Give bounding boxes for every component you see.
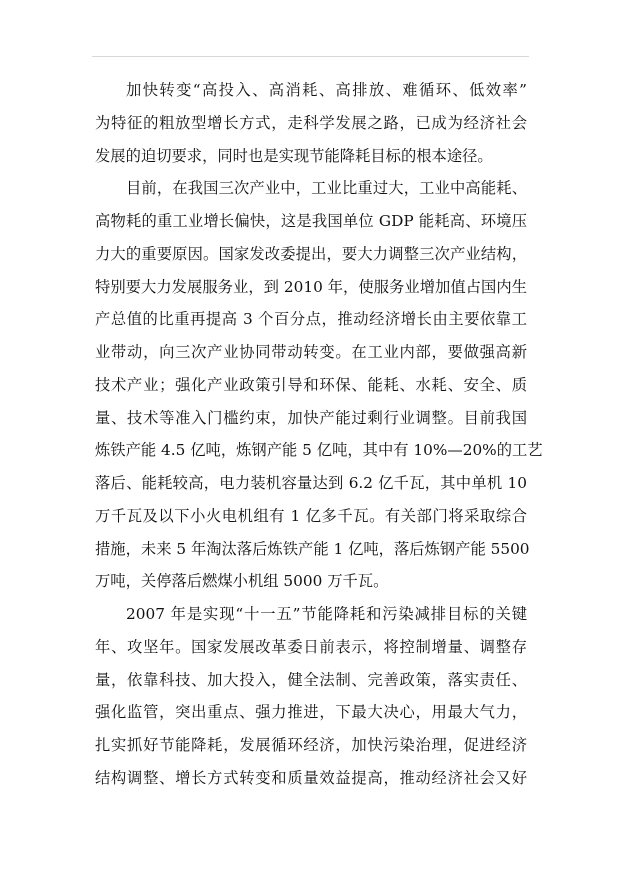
paragraph-2-line-10: 落后、能耗较高，电力装机容量达到 6.2 亿千瓦，其中单机 10	[95, 474, 527, 492]
paragraph-2-line-1: 目前，在我国三次产业中，工业比重过大，工业中高能耗、	[126, 179, 527, 198]
paragraph-2-line-9: 炼铁产能 4.5 亿吨，炼钢产能 5 亿吨，其中有 10%—20%的工艺	[95, 441, 543, 460]
paragraph-2-line-7: 技术产业；强化产业政策引导和环保、能耗、水耗、安全、质	[95, 375, 527, 394]
paragraph-2-line-8: 量、技术等准入门槛约束，加快产能过剩行业调整。目前我国	[95, 408, 527, 427]
paragraph-2-line-5: 产总值的比重再提高 3 个百分点，推动经济增长由主要依靠工	[95, 310, 527, 329]
paragraph-3-line-3: 量，依靠科技、加大投入，健全法制、完善政策，落实责任、	[95, 670, 527, 689]
paragraph-1-line-3: 发展的迫切要求，同时也是实现节能降耗目标的根本途径。	[95, 146, 493, 165]
paragraph-2-line-2: 高物耗的重工业增长偏快，这是我国单位 GDP 能耗高、环境压	[95, 212, 527, 230]
paragraph-2-line-6: 业带动，向三次产业协同带动转变。在工业内部，要做强高新	[95, 343, 527, 361]
paragraph-3-line-1: 2007 年是实现“十一五”节能降耗和污染减排目标的关键	[126, 605, 527, 623]
paragraph-2-line-12: 措施，未来 5 年淘汰落后炼铁产能 1 亿吨，落后炼钢产能 5500	[95, 539, 530, 558]
paragraph-2-line-4: 特别要大力发展服务业，到 2010 年，使服务业增加值占国内生	[95, 277, 527, 296]
paragraph-3-line-5: 扎实抓好节能降耗，发展循环经济，加快污染治理，促进经济	[95, 736, 527, 754]
paragraph-2-line-3: 力大的重要原因。国家发改委提出，要大力调整三次产业结构，	[95, 244, 527, 263]
paragraph-3-line-6: 结构调整、增长方式转变和质量效益提高，推动经济社会又好	[95, 768, 527, 787]
paragraph-2-line-11: 万千瓦及以下小火电机组有 1 亿多千瓦。有关部门将采取综合	[95, 506, 527, 525]
paragraph-3-line-2: 年、攻坚年。国家发展改革委日前表示，将控制增量、调整存	[95, 637, 527, 656]
document-body	[95, 74, 543, 795]
paragraph-3-line-4: 强化监管，突出重点、强力推进，下最大决心，用最大气力，	[95, 703, 527, 722]
header-divider	[92, 56, 529, 57]
paragraph-1-line-2: 为特征的粗放型增长方式，走科学发展之路，已成为经济社会	[95, 113, 527, 132]
paragraph-2-line-13: 万吨，关停落后燃煤小机组 5000 万千瓦。	[95, 572, 389, 591]
paragraph-1-line-1: 加快转变“高投入、高消耗、高排放、难循环、低效率”	[126, 81, 527, 99]
